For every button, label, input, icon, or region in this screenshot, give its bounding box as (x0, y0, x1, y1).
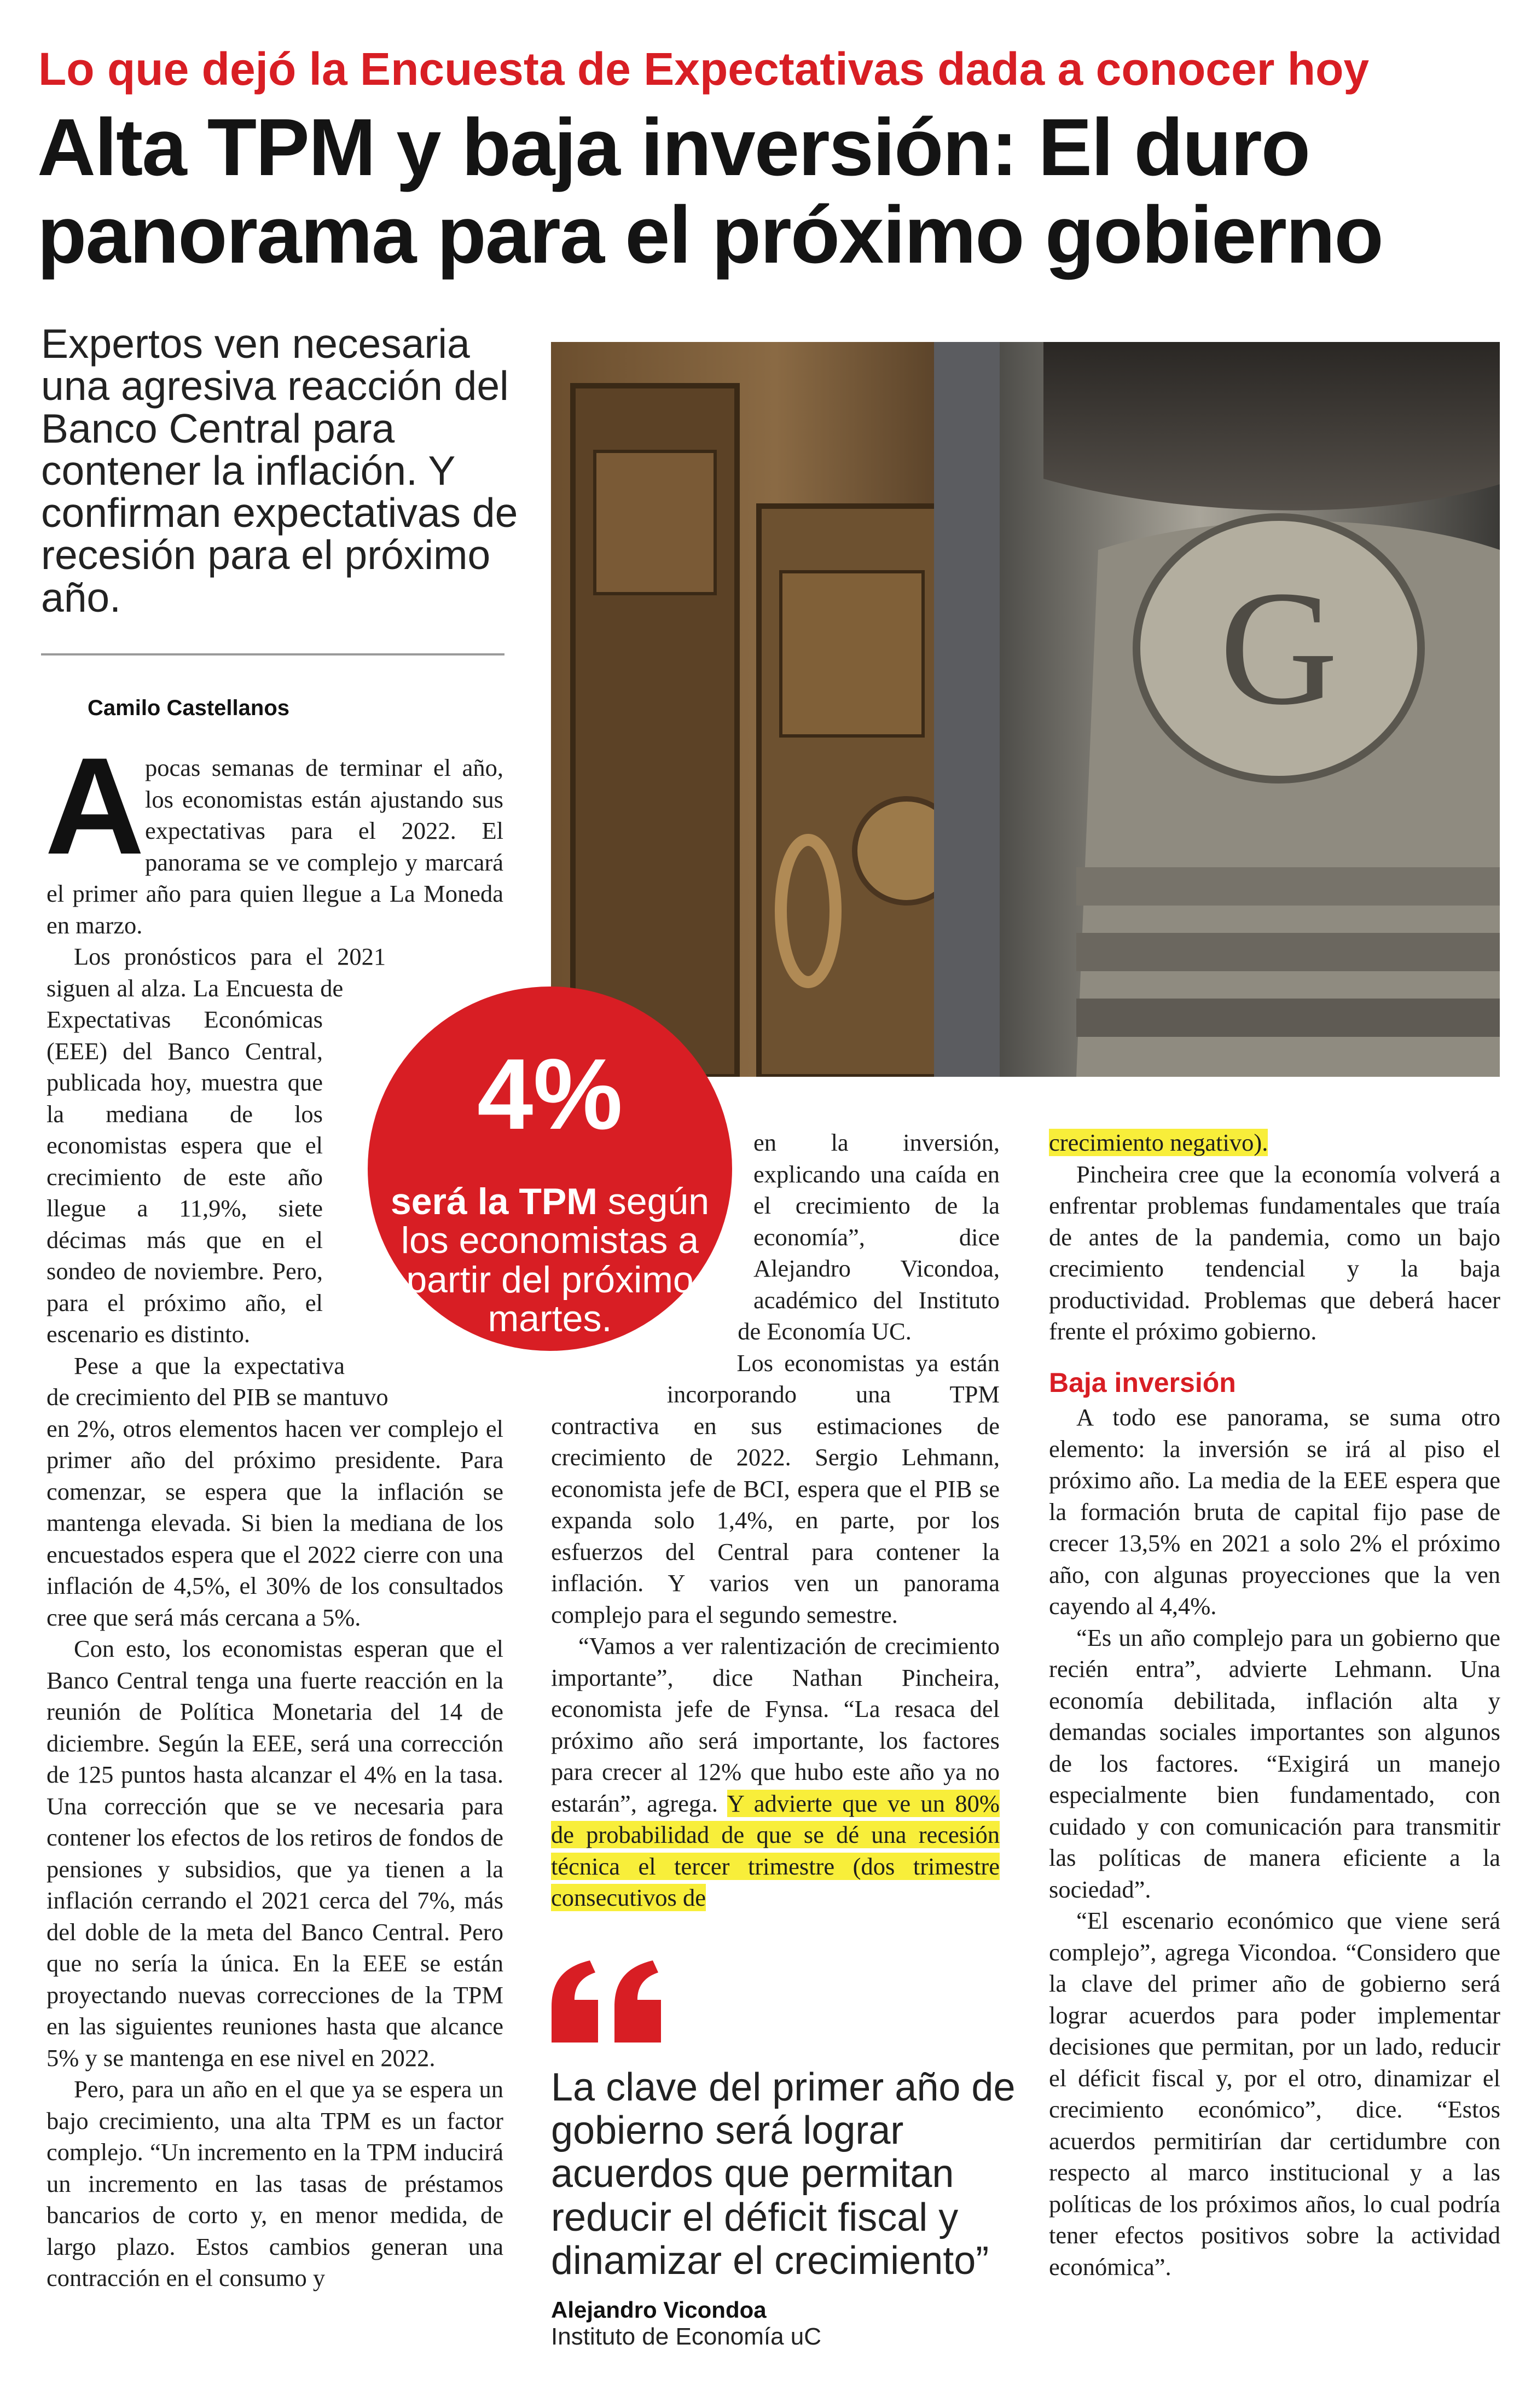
drop-cap: A (45, 729, 144, 883)
quote-mark-icon (546, 1960, 666, 2043)
article-column-3 (1049, 1127, 1500, 2283)
paragraph: Pese a que la expectativa de crecimiento del PIB se mantuvo en 2%, otros elementos hacen ver complejo el primer año del próximo presidente. Para comenzar, se espera que la inflación se mantenga elevada. Si bien la mediana de los encuestados espera que el 2022 cierre con una inflación de 4,5%, el 30% de los consultados cree que será más cercana a 5%. (47, 1351, 503, 1631)
paragraph: A todo ese panorama, se suma otro elemento: la inversión se irá al piso el próximo año. La media de la EEE espera que la formación bruta de capital fijo pase de crecer 13,5% en 2021 a solo 2% el próximo año, con algunas proyecciones que la ven cayendo al 4,4%. (1049, 1403, 1500, 1620)
paragraph: “El escenario económico que viene será complejo”, agrega Vicondoa. “Considero que la clave del primer año de gobierno será lograr acuerdos para poder implementar decisiones que permitan, por un lado, reducir el déficit fiscal y, por el otro, dinamizar el crecimiento económico”, dice. “Estos acuerdos permitirían dar certidumbre con respecto al marco institucional y a las políticas de los próximos años, lo cual podría tener efectos positivos sobre la actividad económica”. (1049, 1907, 1500, 2281)
byline: Camilo Castellanos (88, 696, 290, 720)
quote-institution: Instituto de Economía uC (551, 2323, 822, 2350)
divider (41, 653, 504, 655)
deck: Expertos ven necesaria una agresiva reacción del Banco Central para contener la inflación. Y confirman expectativas de recesión para el próximo año. (41, 321, 518, 620)
paragraph: Pincheira cree que la economía volverá a enfrentar problemas fundamentales que traía de antes de la pandemia, como un bajo crecimiento tendencial y la baja productividad. Problemas que deberá hacer frente el próximo gobierno. (1049, 1160, 1500, 1345)
photo-illustration (551, 342, 1500, 1077)
svg-text:G: G (1219, 557, 1338, 739)
kicker: Lo que dejó la Encuesta de Expectativas dada a conocer hoy (38, 43, 1370, 95)
paragraph: en la inversión, explicando una caída en el crecimiento de la economía”, dice Alejandro Vicondoa, académico del Instituto de Economía UC. (738, 1129, 1000, 1345)
callout-value: 4% (477, 1037, 623, 1150)
highlighted-text: crecimiento negativo). (1049, 1129, 1268, 1156)
tpm-callout (368, 987, 732, 1351)
paragraph: Con esto, los economistas esperan que el Banco Central tenga una fuerte reacción en la reunión de Política Monetaria del 14 de diciembre. Según la EEE, será una corrección de 125 puntos hasta alcanzar el 4% en la tasa. Una corrección que se ve necesaria para contener los efectos de los retiros de fondos de pensiones y subsidios, que ya tienen a la inflación cerrando el 2021 cerca del 7%, más del doble de la meta del Banco Central. Pero que no sería la única. En la EEE se están proyectando nuevas correcciones de la TPM en las siguientes reuniones hasta que alcance 5% y se mantenga en ese nivel en 2022. (47, 1635, 503, 2072)
paragraph: Los economistas ya están incorporando una TPM contractiva en sus estimaciones de crecimiento de 2022. Sergio Lehmann, economista jefe de BCI, espera que el PIB se expanda solo 1,4%, en parte, por los esfuerzos del Central para contener la inflación. Y varios ven un panorama complejo para el segundo semestre. (551, 1349, 1000, 1628)
quote-author: Alejandro Vicondoa (551, 2297, 767, 2323)
paragraph: pocas semanas de terminar el año, los economistas están ajustando sus expectativas para el 2022. El panorama se ve complejo y marcará el primer año para quien llegue a La Moneda en marzo. (47, 754, 503, 939)
pull-quote: La clave del primer año de gobierno será lograr acuerdos que permitan reducir el déficit fiscal y dinamizar el crecimiento” (551, 2065, 1016, 2283)
paragraph: Los pronósticos para el 2021 siguen al alza. La Encuesta de Expectativas Económicas (EEE) del Banco Central, publicada hoy, muestra que la mediana de los economistas espera que el crecimiento de este año llegue a 11,9%, siete décimas más que en el sondeo de noviembre. Pero, para el próximo año, el escenario es distinto. (47, 943, 386, 1348)
callout-text: será la TPM según los economistas a partir del próximo martes. (390, 1181, 710, 1340)
bank-door-photo (551, 342, 1500, 1077)
paragraph: Pero, para un año en el que ya se espera un bajo crecimiento, una alta TPM es un factor complejo. “Un incremento en la TPM inducirá un incremento en las tasas de préstamos bancarios de corto y, en menor medida, de largo plazo. Estos cambios generan una contracción en el consumo y (47, 2075, 503, 2291)
paragraph: “Es un año complejo para un gobierno que recién entra”, advierte Lehmann. Una economía debilitada, inflación alta y demandas sociales importantes son algunos de los factores. “Exigirá un manejo especialmente bien fundamentado, con cuidado y con comunicación para transmitir las políticas de manera eficiente a la sociedad”. (1049, 1623, 1500, 1903)
paragraph: “Vamos a ver ralentización de crecimiento importante”, dice Nathan Pincheira, economista jefe de Fynsa. “La resaca del próximo año será importante, los factores para crecer al 12% que hubo este año ya no estarán”, agrega. Y advierte que ve un 80% de probabilidad de que se dé una recesión técnica el tercer trimestre (dos trimestre consecutivos de (551, 1632, 1000, 1911)
headline: Alta TPM y baja inversión: El duro panorama para el próximo gobierno (37, 102, 1383, 280)
highlighted-text: Y advierte que ve un 80% de probabilidad de que se dé una recesión técnica el tercer trimestre (dos trimestre consecutivos de (551, 1789, 1000, 1911)
subheading: Baja inversión (1049, 1367, 1236, 1398)
paragraph (1049, 1127, 1500, 1159)
article-column-1-top (45, 729, 503, 941)
